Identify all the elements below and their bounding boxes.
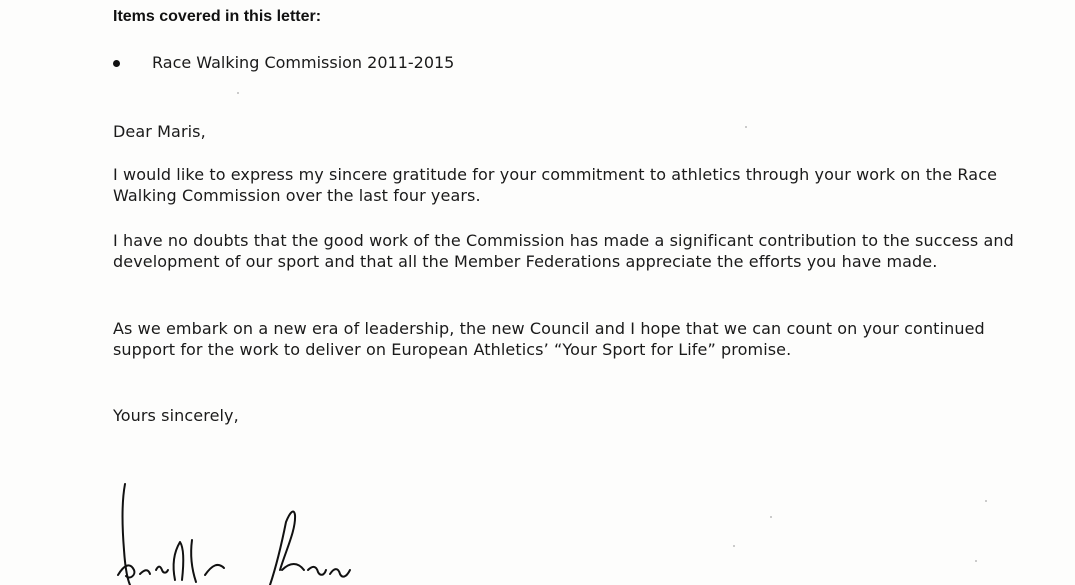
scan-speck <box>985 500 987 502</box>
scan-speck <box>237 92 239 94</box>
paragraph-2: I have no doubts that the good work of the Commission has made a significant contribution to the success and development of our sport and that all the Member Federations appreciate the efforts you have made. <box>113 231 1014 271</box>
scan-speck <box>733 545 735 547</box>
paragraph-1: I would like to express my sincere gratitude for your commitment to athletics through your work on the Race Walking Commission over the last four years. <box>113 165 998 205</box>
item-label: Race Walking Commission 2011-2015 <box>152 53 455 72</box>
paragraph-3: As we embark on a new era of leadership, the new Council and I hope that we can count on your continued support for the work to deliver on European Athletics’ “Your Sport for Life” promise. <box>113 319 985 359</box>
items-heading: Items covered in this letter: <box>113 8 322 25</box>
scan-speck <box>745 126 747 128</box>
list-item <box>113 53 454 72</box>
salutation: Dear Maris, <box>113 122 206 141</box>
signature-icon <box>100 470 360 585</box>
scan-speck <box>770 516 772 518</box>
closing: Yours sincerely, <box>113 406 239 425</box>
scan-speck <box>975 560 977 562</box>
bullet-icon <box>113 60 120 67</box>
